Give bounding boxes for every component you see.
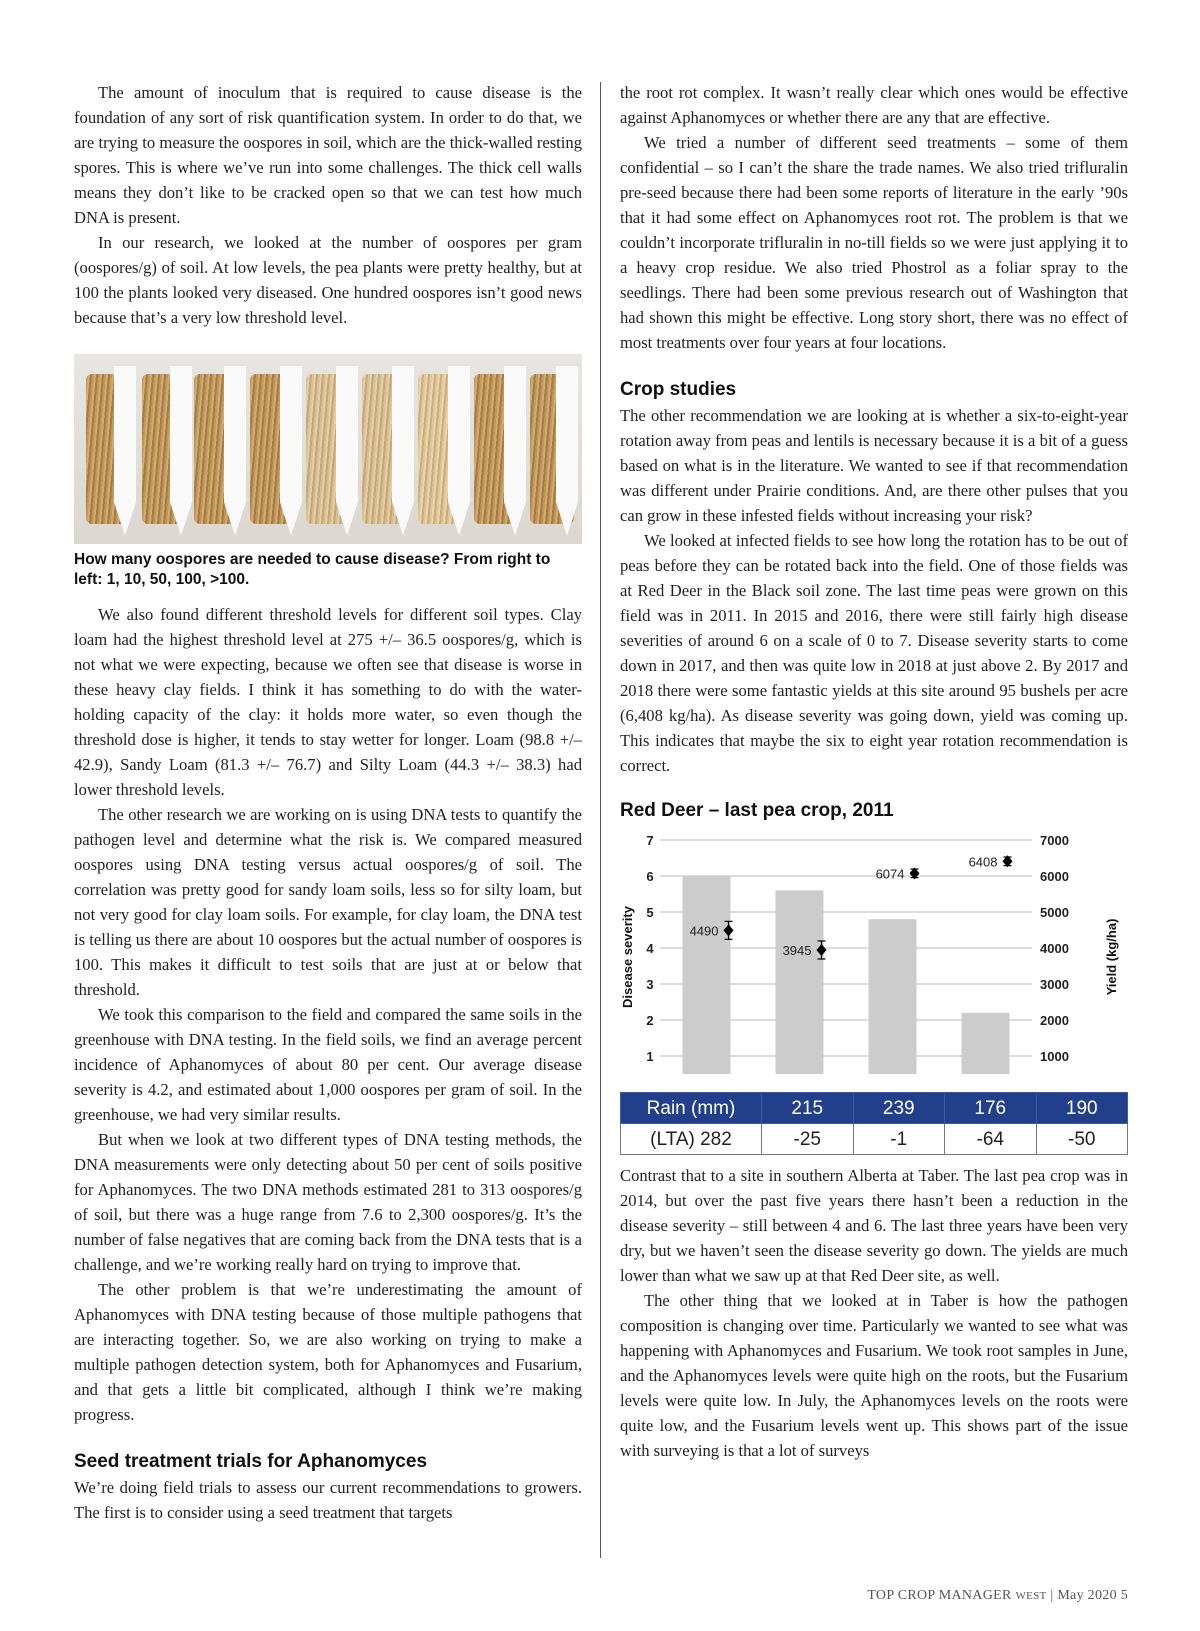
- chart-title: Red Deer – last pea crop, 2011: [620, 800, 894, 821]
- lta-value: -64: [945, 1124, 1037, 1155]
- lta-value: -1: [853, 1124, 945, 1155]
- pea-roots-photo: [74, 354, 582, 544]
- yield-data-label: 6074: [875, 866, 905, 882]
- y2-tick-label: 2000: [1040, 1013, 1069, 1028]
- severity-bar: [776, 890, 824, 1074]
- y2-tick-label: 6000: [1040, 869, 1069, 884]
- lta-row: [621, 1124, 1128, 1155]
- paragraph: We took this comparison to the field and compared the same soils in the greenhouse with DNA testing. In the field soils, we find an average percent incidence of Aphanomyces of about 80 per cent. Our average disease severity is 4.2, and estimated about 1,000 oospores per gram of soil. In the greenhouse, we had very similar results.: [74, 1005, 582, 1124]
- section-heading-seed-treatment: Seed treatment trials for Aphanomyces: [74, 1451, 428, 1472]
- left-column: [74, 80, 582, 1525]
- severity-bar: [683, 876, 731, 1074]
- photo-caption: How many oospores are needed to cause disease? From right to left: 1, 10, 50, 100, >100.: [74, 551, 551, 588]
- y2-axis-title: Yield (kg/ha): [1104, 918, 1119, 996]
- y-tick-label: 3: [646, 977, 654, 992]
- y-tick-label: 5: [646, 905, 654, 920]
- severity-bar: [869, 919, 917, 1074]
- section-heading-crop-studies: Crop studies: [620, 379, 737, 400]
- chart-svg: [620, 828, 1128, 1088]
- rain-table: [620, 1092, 1128, 1155]
- paragraph: The amount of inoculum that is required to cause disease is the foundation of any sort of risk quantification system. In order to do that, we are trying to measure the oospores in soil, which are the thick-walled resting spores. This is where we’ve run into some challenges. The thick cell walls means they don’t like to be cracked open so that we can test how much DNA is present.: [74, 83, 582, 227]
- footer-separator: |: [1050, 1588, 1054, 1603]
- y2-tick-label: 5000: [1040, 905, 1069, 920]
- magazine-name: TOP CROP MANAGER: [867, 1588, 1012, 1603]
- paragraph: The other recommendation we are looking at is whether a six-to-eight-year rotation away from peas and lentils is necessary because it is a bit of a guess based on what is in the literature. We wanted to see if that recommendation was different under Prairie conditions. And, are there other pulses that you can grow in these infested fields without increasing your risk?: [620, 406, 1128, 525]
- paragraph: But when we look at two different types of DNA testing methods, the DNA measurements were only detecting about 50 per cent of soils positive for Aphanomyces. The two DNA methods estimated 281 to 313 oospores/g of soil, but there was a huge range from 7.6 to 2,300 oospores/g. It’s the number of false negatives that are coming back from the DNA tests that is a challenge, and we’re working really hard on trying to improve that.: [74, 1130, 582, 1274]
- right-column: [620, 80, 1128, 1463]
- issue-date: May 2020: [1057, 1588, 1117, 1603]
- paragraph: We looked at infected fields to see how long the rotation has to be out of peas before they can be rotated back into the field. One of those fields was at Red Deer in the Black soil zone. The last time peas were grown on this field was in 2011. In 2015 and 2016, there were still fairly high disease severities of around 6 on a scale of 0 to 7. Disease severity starts to come down in 2017, and then was quite low in 2018 at just above 2. By 2017 and 2018 there were some fantastic yields at this site around 95 bushels per acre (6,408 kg/ha). As disease severity was going down, yield was coming up. This indicates that maybe the six to eight year rotation recommendation is correct.: [620, 531, 1128, 775]
- rain-row: [621, 1093, 1128, 1124]
- y-axis-title: Disease severity: [620, 906, 635, 1008]
- paragraph: The other thing that we looked at in Taber is how the pathogen composition is changing over time. Particularly we wanted to see what was happening with Aphanomyces and Fusarium. We took root samples in June, and the Aphanomyces levels were quite high on the roots, but the Fusarium levels were quite low. In July, the Aphanomyces levels on the roots were quite low, and the Fusarium levels went up. This shows part of the issue with surveying is that a lot of surveys: [620, 1291, 1128, 1460]
- rain-value: 190: [1036, 1093, 1128, 1124]
- paragraph: In our research, we looked at the number of oospores per gram (oospores/g) of soil. At low levels, the pea plants were pretty healthy, but at 100 the plants looked very diseased. One hundred oospores isn’t good news because that’s a very low threshold level.: [74, 233, 582, 327]
- y-tick-label: 1: [646, 1049, 654, 1064]
- lta-value: -25: [762, 1124, 854, 1155]
- y2-tick-label: 7000: [1040, 833, 1069, 848]
- rain-value: 239: [853, 1093, 945, 1124]
- magazine-edition: WEST: [1015, 1590, 1047, 1602]
- lta-label: (LTA) 282: [621, 1124, 762, 1155]
- rain-value: 176: [945, 1093, 1037, 1124]
- column-divider: [600, 82, 601, 1558]
- paragraph: We also found different threshold levels for different soil types. Clay loam had the highest threshold level at 275 +/– 36.5 oospores/g, which is not what we were expecting, because we often see that disease is worse in these heavy clay fields. I think it has something to do with the water-holding capacity of the clay: it holds more water, so even though the threshold dose is higher, it tends to stay wetter for longer. Loam (98.8 +/– 42.9), Sandy Loam (81.3 +/– 76.7) and Silty Loam (44.3 +/– 38.3) had lower threshold levels.: [74, 605, 582, 799]
- y2-tick-label: 3000: [1040, 977, 1069, 992]
- y2-tick-label: 1000: [1040, 1049, 1069, 1064]
- y2-tick-label: 4000: [1040, 941, 1069, 956]
- paragraph: We tried a number of different seed treatments – some of them confidential – so I can’t the share the trade names. We also tried trifluralin pre-seed because there had been some reports of literature in the early ’90s that it had some effect on Aphanomyces root rot. The problem is that we couldn’t incorporate trifluralin in no-till fields so we were just applying it to a heavy crop residue. We also tried Phostrol as a foliar spray to the seedlings. There had been some previous research out of Washington that had shown this might be effective. Long story short, there was no effect of most treatments over four years at four locations.: [620, 133, 1128, 352]
- paragraph: The other problem is that we’re underestimating the amount of Aphanomyces with DNA testing because of those multiple pathogens that are interacting together. So, we are also working on trying to make a multiple pathogen detection system, both for Aphanomyces and Fusarium, and that gets a little bit complicated, although I think we’re making progress.: [74, 1280, 582, 1424]
- y-tick-label: 6: [646, 869, 654, 884]
- yield-data-label: 4490: [689, 923, 719, 939]
- page-footer: [867, 1588, 1128, 1604]
- paragraph: Contrast that to a site in southern Alberta at Taber. The last pea crop was in 2014, but over the past five years there hasn’t been a reduction in the disease severity – still between 4 and 6. The last three years have been very dry, but we haven’t seen the disease severity go down. The yields are much lower than what we saw up at that Red Deer site, as well.: [620, 1166, 1128, 1285]
- y-tick-label: 2: [646, 1013, 654, 1028]
- rain-label: Rain (mm): [621, 1093, 762, 1124]
- paragraph: the root rot complex. It wasn’t really clear which ones would be effective against Aphanomyces or whether there are any that are effective.: [620, 83, 1128, 127]
- paragraph: The other research we are working on is using DNA tests to quantify the pathogen level and determine what the risk is. We compared measured oospores using DNA testing versus actual oospores/g of soil. The correlation was pretty good for sandy loam soils, less so for silty loam, but not very good for clay loam soils. For example, for clay loam, the DNA test is telling us there are about 10 oospores but the actual number of oospores is 100. This makes it difficult to test soils that are just at or below that threshold.: [74, 805, 582, 999]
- severity-bar: [962, 1013, 1010, 1074]
- lta-value: -50: [1036, 1124, 1128, 1155]
- y-tick-label: 7: [646, 833, 654, 848]
- rain-value: 215: [762, 1093, 854, 1124]
- page-number: 5: [1120, 1588, 1128, 1603]
- yield-data-label: 3945: [782, 942, 812, 958]
- yield-data-label: 6408: [968, 854, 998, 870]
- disease-yield-chart: [620, 828, 1128, 1088]
- paragraph: We’re doing field trials to assess our current recommendations to growers. The first is to consider using a seed treatment that targets: [74, 1478, 582, 1522]
- y-tick-label: 4: [646, 941, 654, 956]
